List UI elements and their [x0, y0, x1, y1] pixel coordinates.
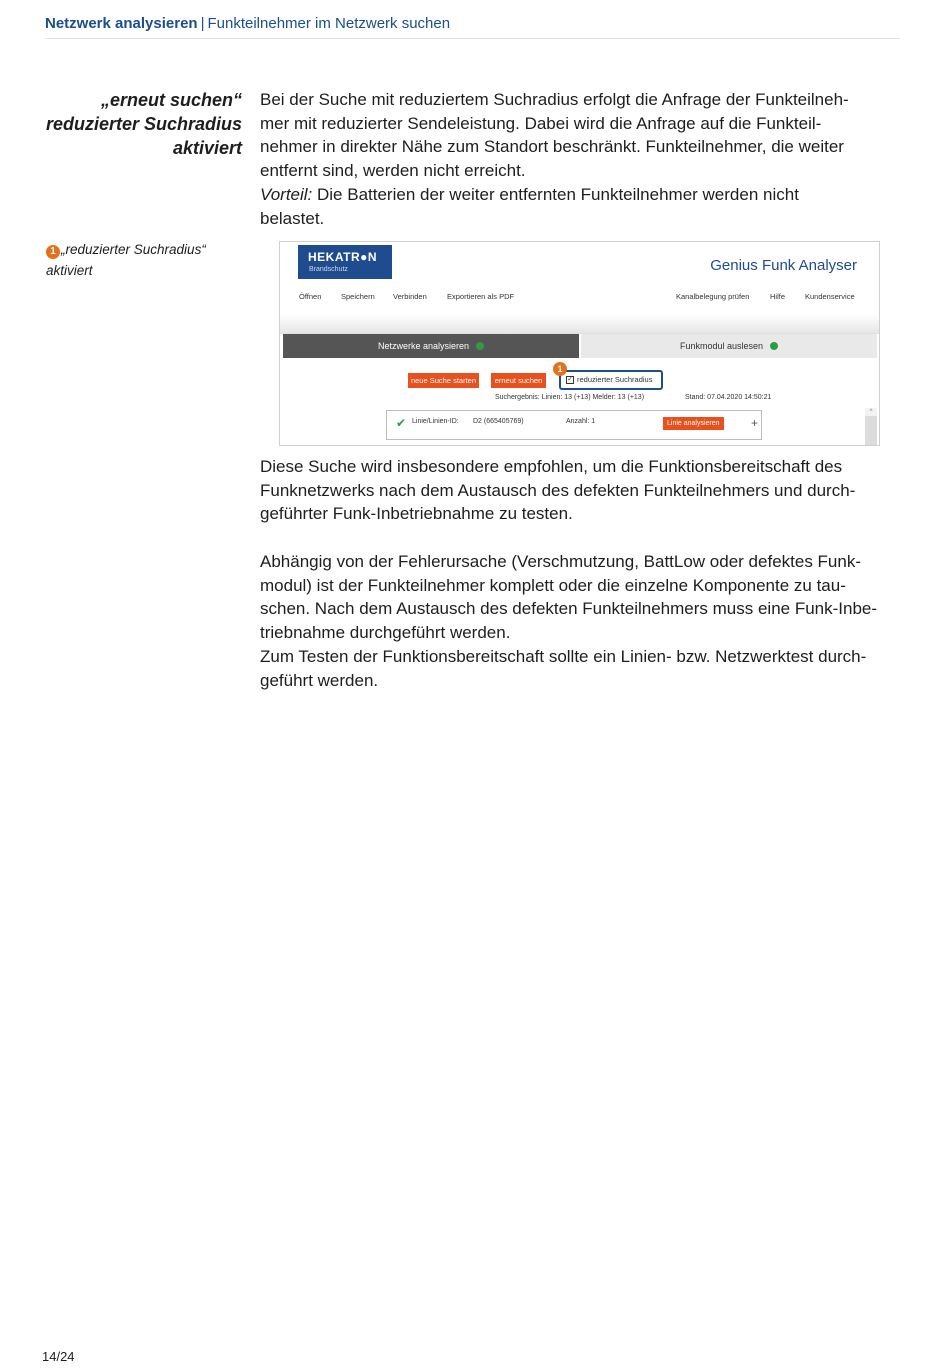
side-note-line: „reduzierter Suchradius“ — [61, 242, 206, 257]
analyze-line-button[interactable]: Linie analysieren — [663, 417, 724, 430]
side-heading — [30, 88, 242, 160]
paragraph-line: Zum Testen der Funktionsbereitschaft sollte ein Linien- bzw. Netzwerktest durch- — [260, 646, 867, 666]
paragraph-line: triebnahme durchgeführt werden. — [260, 623, 511, 643]
paragraph-line: Bei der Suche mit reduziertem Suchradius erfolgt die Anfrage der Funkteilneh- — [260, 90, 849, 109]
paragraph-line: Die Batterien der weiter entfernten Funkteilnehmer werden nicht — [312, 184, 799, 204]
callout-badge-icon: 1 — [553, 362, 567, 376]
paragraph-line: Funknetzwerks nach dem Austausch des defekten Funkteilnehmers und durch- — [260, 480, 856, 500]
app-screenshot — [279, 241, 880, 446]
paragraph-intro — [260, 88, 905, 230]
scroll-up-icon[interactable]: ^ — [865, 408, 877, 416]
checkbox-check-icon: ✓ — [567, 376, 573, 383]
search-timestamp: Stand: 07.04.2020 14:50:21 — [685, 394, 772, 401]
paragraph-line: geführter Funk-Inbetriebnahme zu testen. — [260, 504, 573, 524]
logo-subtitle: Brandschutz — [309, 266, 348, 273]
line-id-value: D2 (665405769) — [473, 418, 524, 425]
side-heading-line: aktiviert — [172, 138, 242, 158]
vorteil-label: Vorteil: — [260, 184, 313, 204]
line-count: Anzahl: 1 — [566, 418, 596, 425]
toolbar-divider — [280, 314, 880, 334]
menu-item-customer-service[interactable]: Kundenservice — [805, 292, 855, 301]
side-note-line: aktiviert — [46, 263, 93, 278]
paragraph-line: geführt werden. — [260, 670, 379, 690]
status-dot-icon — [770, 342, 778, 350]
paragraph-line: nehmer in direkter Nähe zum Standort beschränkt. Funkteilnehmer, die weiter — [260, 137, 844, 157]
menu-item-save[interactable]: Speichern — [341, 292, 375, 301]
header-subsection: Funkteilnehmer im Netzwerk suchen — [207, 15, 451, 32]
tab-analyze-networks[interactable] — [283, 334, 579, 358]
check-icon: ✔ — [396, 416, 407, 430]
callout-badge-icon: 1 — [46, 245, 60, 259]
line-result-row[interactable] — [386, 410, 762, 440]
checkbox-label: reduzierter Suchradius — [577, 375, 653, 384]
side-heading-line: reduzierter Suchradius — [45, 114, 242, 134]
paragraph-line: entfernt sind, werden nicht erreicht. — [260, 161, 526, 181]
logo-brand: HEKATR●N — [308, 250, 378, 264]
paragraph-recommendation — [260, 455, 905, 526]
menu-item-connect[interactable]: Verbinden — [393, 292, 427, 301]
hekatron-logo — [298, 245, 392, 279]
tab-label: Netzwerke analysieren — [377, 341, 470, 351]
menu-item-open[interactable]: Öffnen — [299, 292, 322, 301]
menu-item-help[interactable]: Hilfe — [770, 292, 786, 301]
tab-label: Funkmodul auslesen — [679, 341, 764, 351]
search-again-button[interactable]: erneut suchen — [491, 373, 546, 388]
status-dot-icon — [476, 342, 484, 350]
page-number: 14/24 — [42, 1349, 75, 1364]
side-heading-line: „erneut suchen“ — [100, 90, 242, 110]
paragraph-replacement — [260, 550, 905, 692]
tab-read-radio-module[interactable] — [581, 334, 877, 358]
paragraph-line: mer mit reduzierter Sendeleistung. Dabei wird die Anfrage auf die Funkteil- — [260, 113, 822, 133]
reduced-radius-checkbox[interactable] — [559, 370, 663, 390]
header-section: Netzwerk analysieren — [45, 15, 198, 32]
new-search-button[interactable]: neue Suche starten — [408, 373, 479, 388]
paragraph-line: Diese Suche wird insbesondere empfohlen, um die Funktionsbereitschaft des — [260, 457, 843, 476]
paragraph-line: schen. Nach dem Austausch des defekten Funkteilnehmers muss eine Funk-Inbe- — [260, 599, 878, 619]
expand-plus-icon[interactable]: + — [751, 416, 759, 430]
page-header — [45, 15, 900, 39]
paragraph-line: Abhängig von der Fehlerursache (Verschmutzung, BattLow oder defektes Funk- — [260, 552, 862, 571]
menu-item-channel-check[interactable]: Kanalbelegung prüfen — [676, 292, 750, 301]
search-result-summary: Suchergebnis: Linien: 13 (+13) Melder: 13 (+13) — [495, 394, 645, 401]
app-title: Genius Funk Analyser — [710, 257, 857, 274]
line-id-label: Linie/Linien-ID: — [412, 418, 459, 425]
menu-item-export-pdf[interactable]: Exportieren als PDF — [447, 292, 515, 301]
paragraph-line: belastet. — [260, 208, 325, 228]
side-note — [46, 239, 246, 281]
header-separator: | — [200, 15, 205, 32]
paragraph-line: modul) ist der Funkteilnehmer komplett oder die einzelne Komponente zu tau- — [260, 575, 846, 595]
